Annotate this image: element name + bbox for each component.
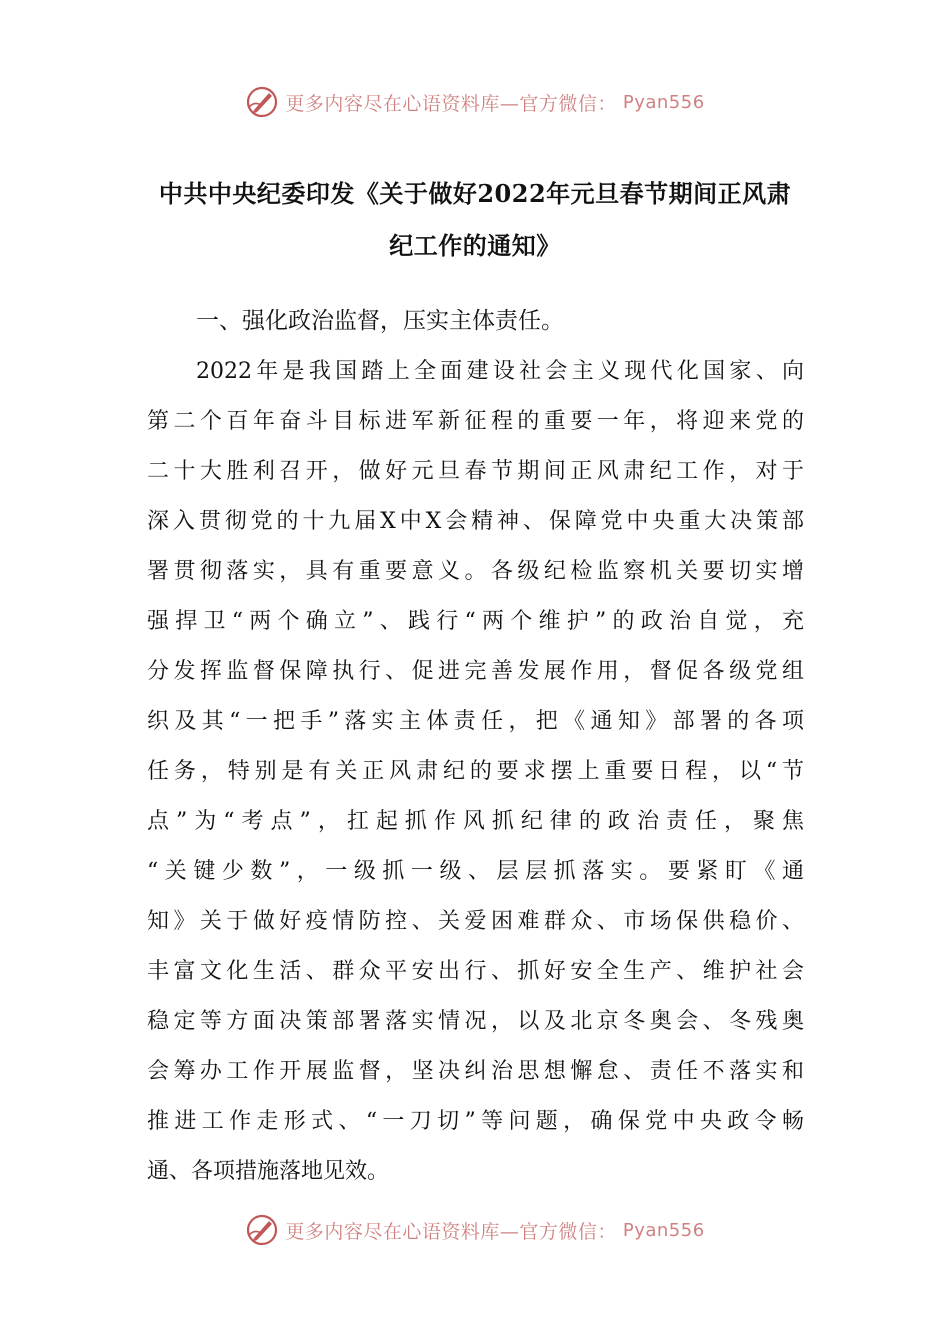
- header-watermark: [0, 82, 950, 122]
- paragraph-line: 推进工作走形式、“一刀切”等问题，确保党中央政令畅: [147, 1109, 804, 1134]
- section-heading: 一、强化政治监督，压实主体责任。: [196, 308, 564, 334]
- watermark-text: 更多内容尽在心语资料库—官方微信：: [285, 1220, 617, 1243]
- paragraph-line: 任务，特别是有关正风肃纪的要求摆上重要日程，以“节: [147, 759, 804, 784]
- paragraph-line: 署贯彻落实，具有重要意义。各级纪检监察机关要切实增: [147, 559, 804, 584]
- pen-logo-icon: [245, 1213, 279, 1247]
- paragraph-line: 点”为“考点”，扛起抓作风抓纪律的政治责任，聚焦: [147, 809, 804, 834]
- footer-watermark: [0, 1210, 950, 1250]
- paragraph-line: 二十大胜利召开，做好元旦春节期间正风肃纪工作，对于: [147, 459, 804, 484]
- paragraph-line: “关键少数”，一级抓一级、层层抓落实。要紧盯《通: [147, 859, 804, 884]
- paragraph-line: 丰富文化生活、群众平安出行、抓好安全生产、维护社会: [147, 959, 804, 984]
- watermark-wechat-id: Pyan556: [622, 91, 705, 113]
- paragraph-line: 会筹办工作开展监督，坚决纠治思想懈怠、责任不落实和: [147, 1059, 804, 1084]
- paragraph-line: 强捍卫“两个确立”、践行“两个维护”的政治自觉，充: [147, 609, 804, 634]
- paragraph-line: 2022年是我国踏上全面建设社会主义现代化国家、向: [196, 359, 804, 384]
- paragraph-line: 分发挥监督保障执行、促进完善发展作用，督促各级党组: [147, 659, 804, 684]
- paragraph-line: 通、各项措施落地见效。: [147, 1159, 390, 1184]
- paragraph-line: 深入贯彻党的十九届X中X会精神、保障党中央重大决策部: [147, 509, 804, 534]
- watermark-wechat-id: Pyan556: [622, 1219, 705, 1241]
- document-title-line-1: 中共中央纪委印发《关于做好2022年元旦春节期间正风肃: [158, 179, 792, 208]
- paragraph-line: 知》关于做好疫情防控、关爱困难群众、市场保供稳价、: [147, 909, 804, 934]
- paragraph-line: 稳定等方面决策部署落实情况，以及北京冬奥会、冬残奥: [147, 1009, 804, 1034]
- watermark-text: 更多内容尽在心语资料库—官方微信：: [285, 92, 617, 115]
- pen-logo-icon: [245, 85, 279, 119]
- document-title-line-2: 纪工作的通知》: [389, 231, 561, 260]
- paragraph-line: 织及其“一把手”落实主体责任，把《通知》部署的各项: [147, 709, 804, 734]
- paragraph-line: 第二个百年奋斗目标进军新征程的重要一年，将迎来党的: [147, 409, 804, 434]
